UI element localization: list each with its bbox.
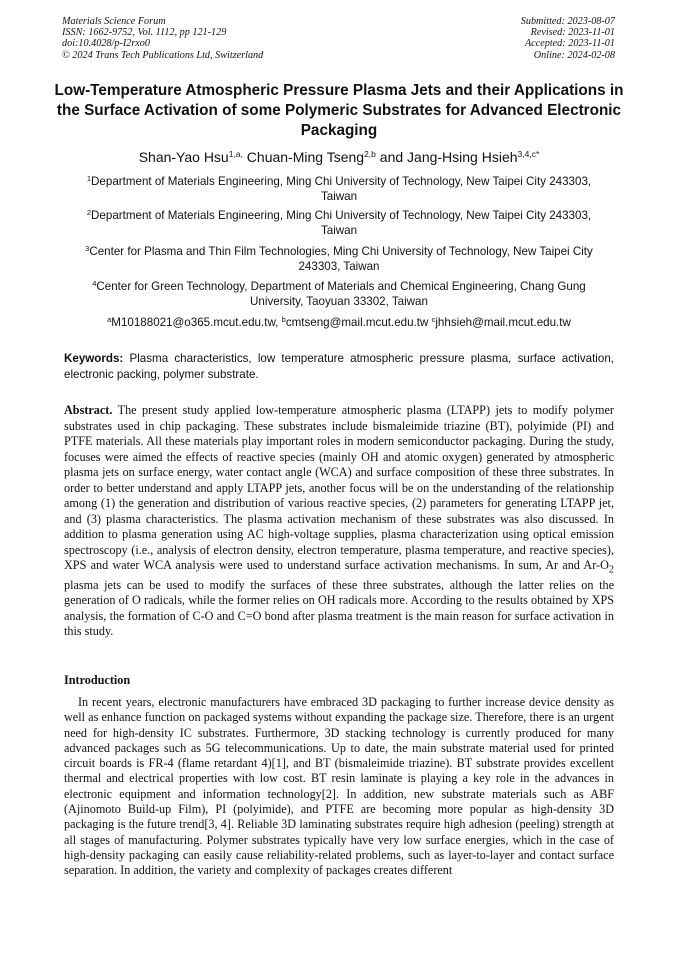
copyright-line: © 2024 Trans Tech Publications Ltd, Switzerland (62, 49, 264, 61)
abstract-section (64, 403, 614, 640)
affiliation-number: 3 (85, 244, 90, 253)
revised-date: Revised: 2023-11-01 (530, 27, 615, 39)
issn-line: ISSN: 1662-9752, Vol. 1112, pp 121-129 (62, 27, 227, 39)
abstract-subscript: 2 (608, 564, 614, 576)
author-list (40, 148, 638, 166)
doi-line: doi:10.4028/p-I2rxo0 (62, 38, 150, 50)
introduction-heading: Introduction (64, 673, 131, 687)
paper-title: Low-Temperature Atmospheric Pressure Plasma Jets and their Applications in the Surface Activation of some Polymeric Substrates for Advanced Electronic Packaging (54, 82, 624, 139)
affiliation-2 (70, 208, 608, 238)
keywords-text: Plasma characteristics, low temperature atmospheric pressure plasma, surface activation, electronic packing, polymer substrate. (64, 352, 614, 381)
email-marker: b (281, 315, 286, 324)
author-name: Chuan-Ming Tseng (242, 149, 365, 165)
affiliation-text: Center for Plasma and Thin Film Technologies, Ming Chi University of Technology, New Taipei City 243303, Taiwan (89, 245, 593, 273)
introduction-text: In recent years, electronic manufacturers have embraced 3D packaging to further increase device density as well as enhance function on packaged systems without expanding the package size. Therefore, there is an urgent need for high-density IC substrates. Furthermore, 3D stacking technology is currently produced for many advanced packages such as 5G telecommunications. Up to date, the main substrate material used for printed circuit boards is FR-4 (flame retardant 4)[1], and BT (bismaleimide triazine). BT substrate provides excellent thermal and electrical properties with low cost. BT resin laminate is playing a key role in the advances in electronic equipment and information technology[2]. In addition, new substrate materials such as ABF (Ajinomoto Build-up Film), PI (polyimide), and PTFE are becoming more popular as high-density 3D packaging is the future trend[3, 4]. Reliable 3D laminating substrates require high adhesion (peeling) strength at all stages of manufacturing. Polymer substrates typically have very low surface energies, which in the case of high-density packaging can easily cause reliability-related problems, such as layer-to-layer and contact surface separation. In addition, the variety and complexity of packages creates different (64, 695, 614, 878)
affiliation-number: 2 (86, 208, 92, 217)
abstract-label: Abstract. (64, 403, 113, 417)
affiliation-number: 4 (92, 279, 97, 288)
journal-info (62, 16, 263, 61)
author-affiliation-marker: 3,4,c* (517, 149, 540, 159)
author-emails (40, 315, 638, 330)
email-marker: a (107, 315, 112, 324)
affiliation-text: Department of Materials Engineering, Ming Chi University of Technology, New Taipei City 243303, Taiwan (91, 209, 592, 237)
publication-dates (521, 16, 615, 61)
abstract-text-continued: plasma jets can be used to modify the surfaces of these three substrates, although the latter relies on the generation of O radicals, while the former relies on OH radicals more. According to the results obtained by XPS analysis, the formation of C-O and C=O bond after plasma treatment is the main reason for surface activation in this study. (64, 577, 614, 639)
affiliation-text: Center for Green Technology, Department of Materials and Chemical Engineering, Chang Gung University, Taoyuan 33302, Taiwan (96, 280, 586, 308)
affiliation-3 (70, 244, 608, 274)
affiliation-text: Department of Materials Engineering, Ming Chi University of Technology, New Taipei City 243303, Taiwan (91, 175, 592, 203)
keywords-label: Keywords: (64, 352, 124, 365)
author-affiliation-marker: 2,b (364, 149, 376, 159)
affiliation-4 (70, 279, 608, 309)
email-address[interactable]: M10188021@o365.mcut.edu.tw, (111, 316, 282, 329)
email-address[interactable]: jhhsieh@mail.mcut.edu.tw (435, 316, 571, 329)
author-name: Shan-Yao Hsu (138, 149, 229, 165)
submitted-date: Submitted: 2023-08-07 (520, 16, 615, 27)
email-address[interactable]: cmtseng@mail.mcut.edu.tw (285, 316, 432, 329)
author-affiliation-marker: 1,a, (228, 149, 243, 159)
author-name: and Jang-Hsing Hsieh (375, 149, 518, 165)
abstract-text: The present study applied low-temperature atmospheric plasma (LTAPP) jets to modify polymer substrates used in chip packaging. These substrates include bismaleimide triazine (BT), polyimide (PI) and PTFE materials. All these materials play important roles in modern semiconductor packaging. During the study, focuses were aimed the effects of reactive species (mainly OH and atomic oxygen) generated by atmospheric plasma jets on surface energy, water contact angle (WCA) and surface composition of these three substrates. In order to better understand and apply LTAPP jets, another focus will be on the understanding of the relationship among (1) the generation and distribution of various reactive species, (2) parameters for generating LTAPP jet, and (3) plasma characteristics. The plasma activation mechanism of these substrates was also discussed. In addition to plasma generation using AC high-voltage supplies, plasma characterization using optical emission spectroscopy (i.e., analysis of electron density, electron temperature, plasma temperature, and reactive species), XPS and water WCA analysis were used to understand surface activation mechanisms. In sum, Ar and Ar-O (64, 403, 614, 572)
affiliation-1 (70, 174, 608, 204)
affiliation-number: 1 (86, 174, 92, 183)
journal-name: Materials Science Forum (62, 16, 166, 27)
online-date: Online: 2024-02-08 (533, 49, 615, 61)
keywords-section (64, 351, 614, 383)
accepted-date: Accepted: 2023-11-01 (524, 38, 615, 50)
email-marker: c (431, 315, 436, 324)
